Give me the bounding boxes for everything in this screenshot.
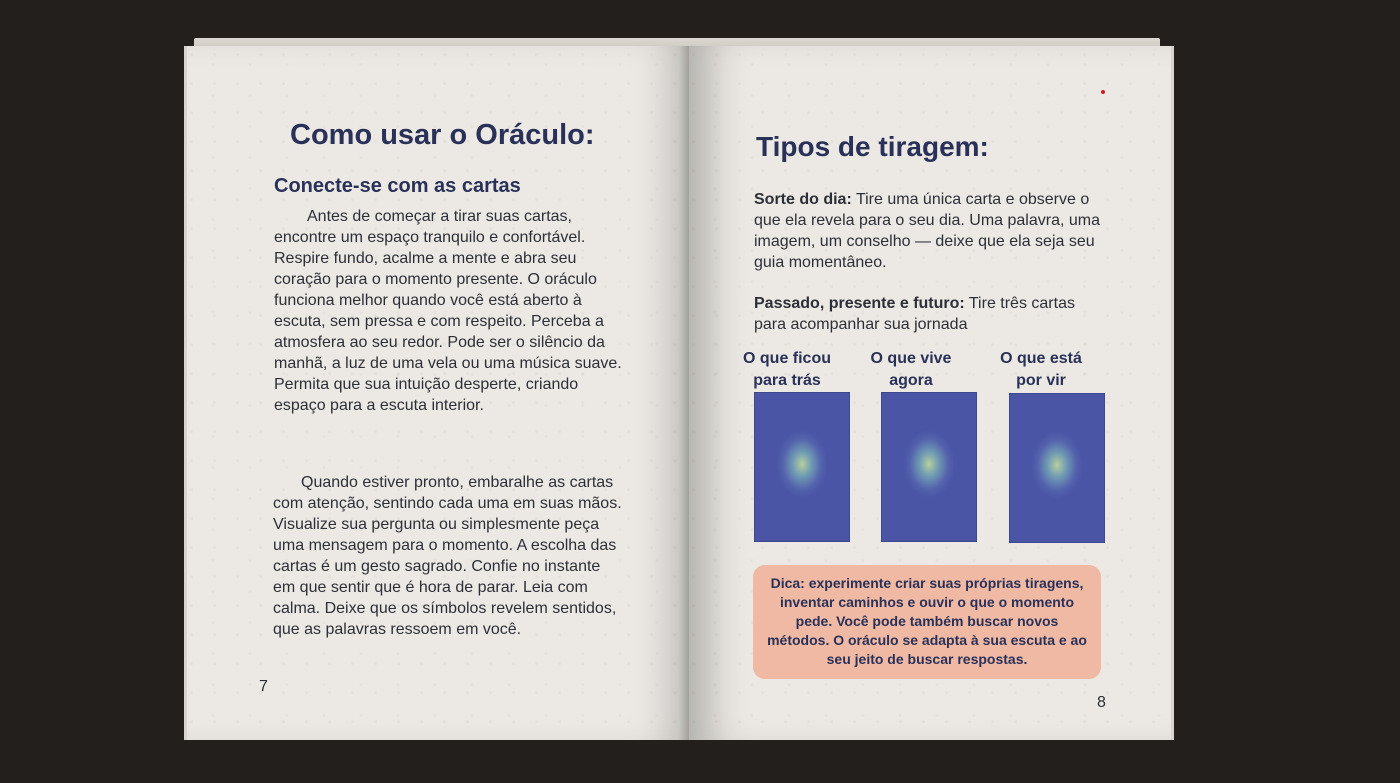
spread-2-text: Tire três cartas para acompanhar sua jornada (754, 295, 1075, 333)
left-page-subtitle: Conecte-se com as cartas (274, 175, 521, 197)
left-paragraph-1: Antes de começar a tirar suas cartas, encontre um espaço tranquilo e confortável. Respire fundo, acalme a mente e abra seu coração para o momento presente. O oráculo funciona melhor quando você está aberto à escuta, sem pressa e com respeito. Perceba a atmosfera ao seu redor. Pode ser o silêncio da manhã, a luz de uma vela ou uma música suave. Permita que sua intuição desperte, criando espaço para a escuta interior. (274, 208, 622, 414)
spread-1-name: Sorte do dia: (754, 191, 852, 208)
tip-box (753, 565, 1101, 679)
left-paragraph-2: Quando estiver pronto, embaralhe as cartas com atenção, sentindo cada uma em suas mãos. Visualize sua pergunta ou simplesmente peça uma mensagem para o momento. A escolha das cartas é um gesto sagrado. Confie no instante em que sentir que é hora de parar. Leia com calma. Deixe que os símbolos revelem sentidos, que as palavras ressoem em você. (273, 474, 622, 638)
card-label-past: O que ficou para trás (743, 350, 831, 389)
oracle-card-present (881, 392, 977, 542)
spread-1-text: Tire uma única carta e observe o que ela revela para o seu dia. Uma palavra, uma imagem, um conselho — deixe que ela seja seu guia momentâneo. (754, 191, 1100, 271)
spread-passado-presente-futuro (754, 293, 1109, 335)
left-page-number: 7 (259, 678, 268, 695)
oracle-card-future (1009, 393, 1105, 543)
right-page (689, 46, 1174, 740)
card-label-future: O que está por vir (1000, 350, 1082, 389)
left-page (184, 46, 692, 740)
right-page-number: 8 (1097, 694, 1106, 711)
left-page-title: Como usar o Oráculo: (290, 119, 595, 151)
tip-text: Dica: experimente criar suas próprias tiragens, inventar caminhos e ouvir o que o momento pede. Você pode também buscar novos métodos. O oráculo se adapta à sua escuta e ao seu jeito de buscar respostas. (767, 575, 1087, 667)
spread-2-name: Passado, presente e futuro: (754, 295, 965, 312)
oracle-card-past (754, 392, 850, 542)
red-speck (1101, 90, 1105, 94)
right-page-title: Tipos de tiragem: (756, 131, 989, 162)
card-label-present: O que vive agora (870, 350, 952, 389)
open-booklet (184, 38, 1176, 743)
spread-sorte-do-dia (754, 189, 1109, 273)
